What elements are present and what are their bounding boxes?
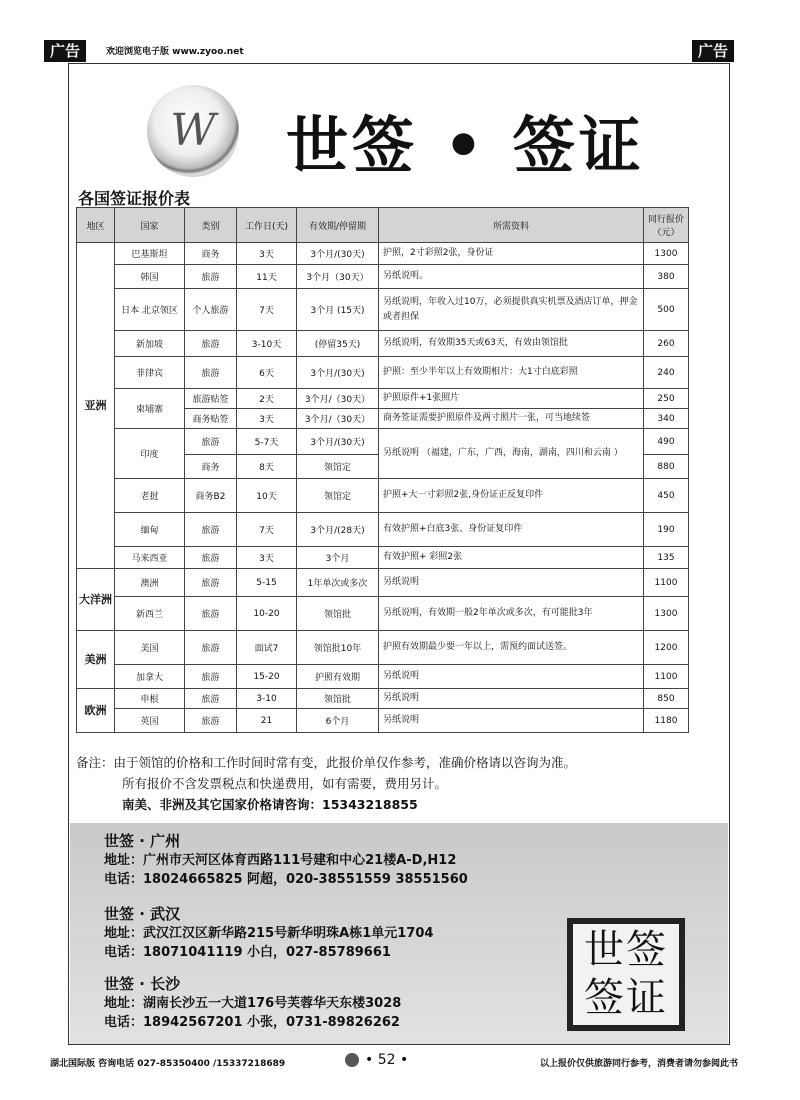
ad-tag-left: 广告 — [44, 40, 86, 62]
req-cell: 护照有效期最少要一年以上，需预约面试送签。 — [379, 631, 644, 665]
req-cell: 另纸说明 — [379, 569, 644, 597]
req-cell: 另纸说明 — [379, 665, 644, 689]
type-cell: 旅游 — [185, 331, 237, 357]
req-cell: 商务签证需要护照原件及两寸照片一张，可当地续签 — [379, 409, 644, 429]
office-guangzhou — [104, 832, 468, 889]
validity-cell: 领馆批 — [297, 689, 379, 709]
days-cell: 3天 — [237, 409, 297, 429]
validity-cell: 3个月（30天） — [297, 265, 379, 289]
country-cell: 加拿大 — [115, 665, 185, 689]
days-cell: 3-10 — [237, 689, 297, 709]
price-cell: 500 — [644, 289, 689, 331]
days-cell: 8天 — [237, 455, 297, 479]
req-cell: 另纸说明，有效期35天或63天，有效由领馆批 — [379, 331, 644, 357]
table-row — [77, 689, 689, 709]
ad-tag-right: 广告 — [692, 40, 734, 62]
brand-stamp — [567, 918, 685, 1031]
table-title: 各国签证报价表 — [78, 189, 191, 208]
country-cell: 缅甸 — [115, 513, 185, 547]
req-cell: 护照+大一寸彩照2张,身份证正反复印件 — [379, 479, 644, 513]
table-row — [77, 265, 689, 289]
office-title: 世签 · 武汉 — [104, 905, 181, 923]
table-row — [77, 479, 689, 513]
type-cell: 旅游 — [185, 689, 237, 709]
validity-cell: 3个月 (15天) — [297, 289, 379, 331]
brand-title: 世签 • 签证 — [286, 109, 645, 182]
page-number — [345, 1052, 408, 1068]
validity-cell: (停留35天) — [297, 331, 379, 357]
days-cell: 5-15 — [237, 569, 297, 597]
type-cell: 旅游 — [185, 597, 237, 631]
price-cell: 1200 — [644, 631, 689, 665]
validity-cell: 1年单次或多次 — [297, 569, 379, 597]
type-cell: 旅游 — [185, 429, 237, 455]
region-label: 大洋洲 — [79, 592, 112, 606]
validity-cell: 领馆定 — [297, 455, 379, 479]
table-row — [77, 597, 689, 631]
type-cell: 商务 — [185, 243, 237, 265]
req-cell: 另纸说明 — [379, 709, 644, 733]
price-cell: 880 — [644, 455, 689, 479]
country-cell: 新加坡 — [115, 331, 185, 357]
price-cell: 490 — [644, 429, 689, 455]
days-cell: 7天 — [237, 289, 297, 331]
days-cell: 3-10天 — [237, 331, 297, 357]
col-header: 所需资料 — [379, 208, 644, 243]
country-cell: 马来西亚 — [115, 547, 185, 569]
stamp-line-2: 签证 — [584, 975, 668, 1021]
req-cell: 有效护照+ 彩照2张 — [379, 547, 644, 569]
region-cell — [77, 689, 115, 733]
validity-cell: 领馆批10年 — [297, 631, 379, 665]
req-cell: 护照，2寸彩照2张，身份证 — [379, 243, 644, 265]
welcome-text: 欢迎浏览电子版 www.zyoo.net — [106, 47, 244, 57]
validity-cell: 3个月/(30天) — [297, 357, 379, 389]
price-cell: 340 — [644, 409, 689, 429]
office-address: 地址：广州市天河区体育西路111号建和中心21楼A-D,H12 — [104, 853, 457, 868]
type-cell: 商务B2 — [185, 479, 237, 513]
country-cell: 菲律宾 — [115, 357, 185, 389]
validity-cell: 领馆定 — [297, 479, 379, 513]
office-phone: 电话：18942567201 小张，0731-89826262 — [104, 1015, 400, 1030]
days-cell: 5-7天 — [237, 429, 297, 455]
price-cell: 240 — [644, 357, 689, 389]
col-header: 国家 — [115, 208, 185, 243]
country-cell: 印度 — [115, 429, 185, 479]
days-cell: 15-20 — [237, 665, 297, 689]
region-label: 亚洲 — [84, 398, 107, 412]
price-cell: 250 — [644, 389, 689, 409]
validity-cell: 3个月/（30天） — [297, 389, 379, 409]
country-cell: 柬埔寨 — [115, 389, 185, 429]
validity-cell: 3个月/(28天) — [297, 513, 379, 547]
table-row — [77, 331, 689, 357]
type-cell: 旅游贴签 — [185, 389, 237, 409]
country-cell: 日本 北京领区 — [115, 289, 185, 331]
note-line-1: 备注：由于领馆的价格和工作时间时常有变，此报价单仅作参考，准确价格请以咨询为准。 — [76, 755, 577, 770]
office-title: 世签 · 长沙 — [104, 975, 181, 993]
type-cell: 旅游 — [185, 665, 237, 689]
days-cell: 3天 — [237, 547, 297, 569]
days-cell: 21 — [237, 709, 297, 733]
table-row — [77, 389, 689, 409]
note-line-3: 南美、非洲及其它国家价格请咨询：15343218855 — [122, 797, 418, 812]
col-header: 有效期/停留期 — [297, 208, 379, 243]
country-cell: 韩国 — [115, 265, 185, 289]
col-header: 地区 — [77, 208, 115, 243]
col-header: 工作日(天) — [237, 208, 297, 243]
type-cell: 商务 — [185, 455, 237, 479]
validity-cell: 领馆批 — [297, 597, 379, 631]
stamp-line-1: 世签 — [584, 927, 668, 973]
office-phone: 电话：18024665825 阿超，020-38551559 38551560 — [104, 872, 468, 887]
type-cell: 旅游 — [185, 631, 237, 665]
validity-cell: 6个月 — [297, 709, 379, 733]
country-cell: 巴基斯坦 — [115, 243, 185, 265]
req-cell: 另纸说明 — [379, 689, 644, 709]
office-title: 世签 · 广州 — [104, 832, 181, 850]
validity-cell: 3个月/(30天) — [297, 429, 379, 455]
price-cell: 850 — [644, 689, 689, 709]
validity-cell: 护照有效期 — [297, 665, 379, 689]
table-row — [77, 569, 689, 597]
table-row — [77, 665, 689, 689]
days-cell: 3天 — [237, 243, 297, 265]
price-cell: 450 — [644, 479, 689, 513]
price-cell: 1300 — [644, 597, 689, 631]
office-address: 地址：武汉江汉区新华路215号新华明珠A栋1单元1704 — [104, 926, 434, 941]
footer-left: 湖北国际版 咨询电话 027-85350400 /15337218689 — [50, 1059, 286, 1069]
footer-right: 以上报价仅供旅游同行参考，消费者请勿参阅此书 — [539, 1059, 738, 1069]
table-row — [77, 243, 689, 265]
price-cell: 1180 — [644, 709, 689, 733]
table-row — [77, 289, 689, 331]
type-cell: 个人旅游 — [185, 289, 237, 331]
price-cell: 1100 — [644, 665, 689, 689]
type-cell: 旅游 — [185, 569, 237, 597]
req-cell: 另纸说明。 — [379, 265, 644, 289]
type-cell: 旅游 — [185, 357, 237, 389]
table-row — [77, 547, 689, 569]
price-cell: 135 — [644, 547, 689, 569]
office-phone: 电话：18071041119 小白，027-85789661 — [104, 945, 391, 960]
days-cell: 6天 — [237, 357, 297, 389]
top-bar — [44, 40, 734, 64]
col-header: 同行报价（元） — [644, 208, 689, 243]
type-cell: 旅游 — [185, 265, 237, 289]
req-cell: 另纸说明，有效期一般2年单次或多次，有可能批3年 — [379, 597, 644, 631]
type-cell: 旅游 — [185, 709, 237, 733]
country-cell: 美国 — [115, 631, 185, 665]
days-cell: 10-20 — [237, 597, 297, 631]
country-cell: 申根 — [115, 689, 185, 709]
page-logo-icon — [345, 1053, 359, 1067]
req-cell: 另纸说明，年收入过10万，必须提供真实机票及酒店订单，押金或者担保 — [379, 289, 644, 331]
notes — [76, 752, 576, 815]
brand-logo — [147, 85, 239, 177]
price-cell: 260 — [644, 331, 689, 357]
price-cell: 1300 — [644, 243, 689, 265]
days-cell: 7天 — [237, 513, 297, 547]
table-header-row — [77, 208, 689, 243]
validity-cell: 3个月/(30天) — [297, 243, 379, 265]
req-cell: 护照原件+1张照片 — [379, 389, 644, 409]
table-row — [77, 631, 689, 665]
country-cell: 英国 — [115, 709, 185, 733]
type-cell: 旅游 — [185, 547, 237, 569]
price-cell: 190 — [644, 513, 689, 547]
table-row — [77, 709, 689, 733]
req-cell: 有效护照+白底3张、身份证复印件 — [379, 513, 644, 547]
note-line-2: 所有报价不含发票税点和快递费用，如有需要，费用另计。 — [122, 776, 448, 791]
office-address: 地址：湖南长沙五一大道176号芙蓉华天东楼3028 — [104, 996, 402, 1011]
table-row — [77, 513, 689, 547]
stamp-text — [573, 924, 679, 1025]
office-changsha — [104, 975, 401, 1032]
days-cell: 2天 — [237, 389, 297, 409]
req-cell: 另纸说明 （福建，广东，广西，海南，湖南，四川和云南 ） — [379, 429, 644, 479]
req-cell: 护照：至少半年以上有效期相片：大1寸白底彩照 — [379, 357, 644, 389]
type-cell: 旅游 — [185, 513, 237, 547]
country-cell: 老挝 — [115, 479, 185, 513]
price-table — [76, 207, 689, 733]
logo-letter: W — [170, 105, 216, 156]
country-cell: 澳洲 — [115, 569, 185, 597]
region-cell — [77, 631, 115, 689]
days-cell: 10天 — [237, 479, 297, 513]
table-row — [77, 429, 689, 455]
table-row — [77, 357, 689, 389]
country-cell: 新西兰 — [115, 597, 185, 631]
office-wuhan — [104, 905, 433, 962]
validity-cell: 3个月 — [297, 547, 379, 569]
validity-cell: 3个月/（30天） — [297, 409, 379, 429]
region-cell — [77, 243, 115, 569]
days-cell: 面试7 — [237, 631, 297, 665]
price-cell: 380 — [644, 265, 689, 289]
days-cell: 11天 — [237, 265, 297, 289]
price-cell: 1100 — [644, 569, 689, 597]
region-label: 美洲 — [84, 652, 107, 666]
region-label: 欧洲 — [84, 703, 107, 717]
region-cell — [77, 569, 115, 631]
page-number-text: • 52 • — [365, 1052, 409, 1068]
type-cell: 商务贴签 — [185, 409, 237, 429]
col-header: 类别 — [185, 208, 237, 243]
